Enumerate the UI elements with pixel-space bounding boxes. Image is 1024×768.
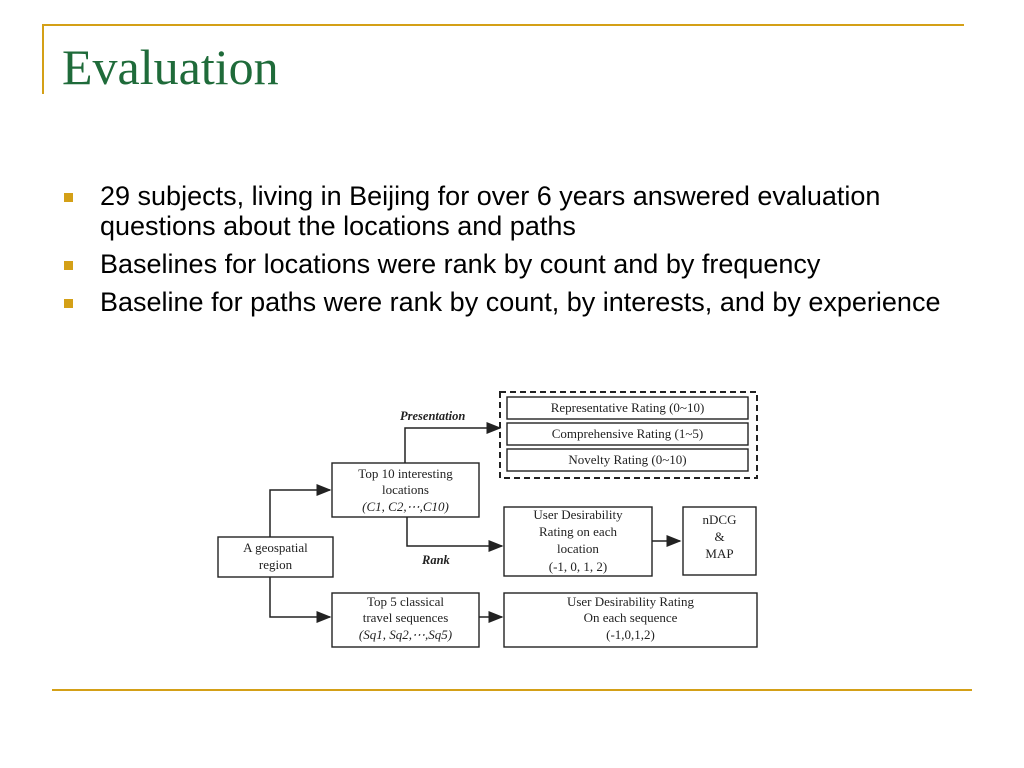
bullet-text: 29 subjects, living in Beijing for over 6 years answered evaluation questions about the locations and paths <box>100 181 881 241</box>
bullet-text: Baseline for paths were rank by count, by interests, and by experience <box>100 287 941 317</box>
top-rule <box>42 24 964 26</box>
user-desirability-location-line-2: Rating on each <box>539 524 617 539</box>
connector-presentation <box>405 428 500 463</box>
region-line-2: region <box>258 557 293 572</box>
square-bullet-icon <box>64 261 73 270</box>
user-desirability-sequence-line-3: (-1,0,1,2) <box>606 627 655 642</box>
square-bullet-icon <box>64 299 73 308</box>
slide-title: Evaluation <box>62 39 279 95</box>
bullet-item <box>60 181 960 241</box>
bullet-list <box>60 181 960 325</box>
metrics-line-2: & <box>714 529 725 544</box>
square-bullet-icon <box>64 193 73 202</box>
rank-label: Rank <box>422 553 450 567</box>
user-desirability-location-line-4: (-1, 0, 1, 2) <box>548 559 608 574</box>
left-rule <box>42 24 44 94</box>
user-desirability-location-line-1: User Desirability <box>533 507 623 522</box>
representative-rating-text: Representative Rating (0~10) <box>550 400 705 415</box>
metrics-line-1: nDCG <box>702 512 737 527</box>
evaluation-flow-diagram <box>210 385 770 655</box>
user-desirability-sequence-line-1: User Desirability Rating <box>566 594 695 609</box>
novelty-rating-text: Novelty Rating (0~10) <box>568 452 687 467</box>
comprehensive-rating-text: Comprehensive Rating (1~5) <box>551 426 704 441</box>
bottom-rule <box>52 689 972 691</box>
top-locations-line-1: Top 10 interesting <box>358 466 453 481</box>
top-sequences-line-2: travel sequences <box>362 610 449 625</box>
top-sequences-line-1: Top 5 classical <box>366 594 445 609</box>
top-locations-line-2: locations <box>382 482 429 497</box>
top-sequences-line-3: (Sq1, Sq2,⋯,Sq5) <box>358 627 453 642</box>
presentation-label: Presentation <box>400 409 466 423</box>
bullet-item <box>60 287 960 317</box>
connector-region-to-locations <box>270 490 330 537</box>
connector-region-to-sequences <box>270 577 330 617</box>
region-line-1: A geospatial <box>243 540 308 555</box>
metrics-line-3: MAP <box>705 546 734 561</box>
user-desirability-sequence-line-2: On each sequence <box>583 610 678 625</box>
bullet-item <box>60 249 960 279</box>
connector-rank <box>407 517 502 546</box>
top-locations-line-3: (C1, C2,⋯,C10) <box>362 499 449 514</box>
user-desirability-location-line-3: location <box>557 541 599 556</box>
bullet-text: Baselines for locations were rank by count and by frequency <box>100 249 821 279</box>
